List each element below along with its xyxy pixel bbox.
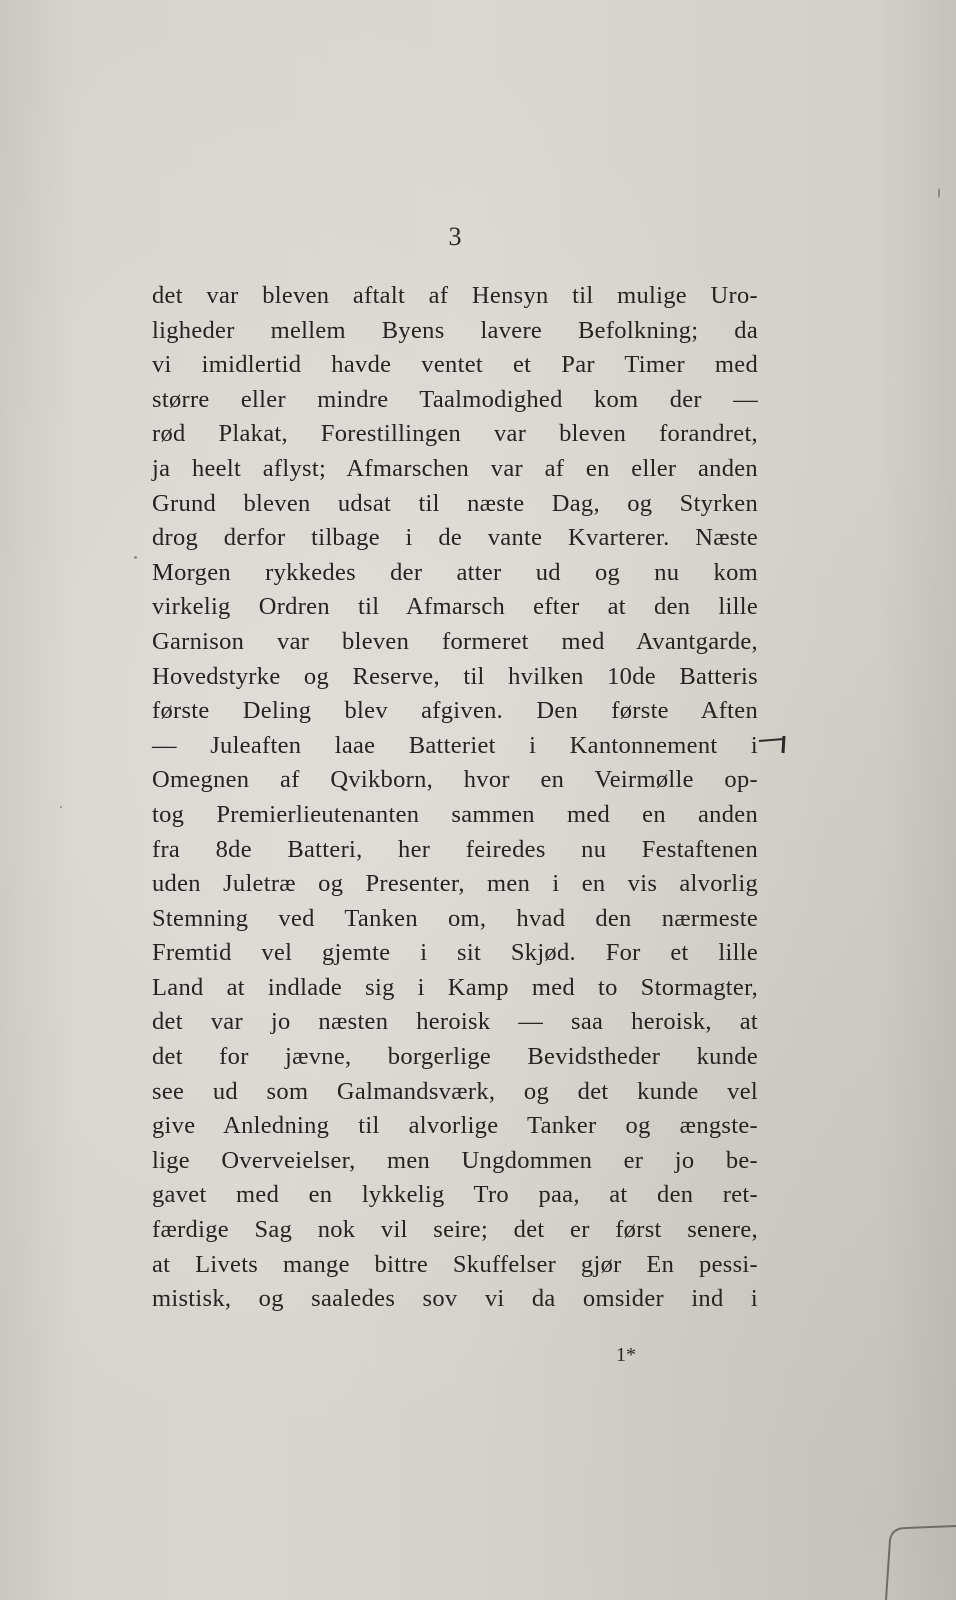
body-text [152,279,758,1317]
text-line: Garnison var bleven formeret med Avantgarde, [152,627,758,655]
text-line: give Anledning til alvorlige Tanker og ængste- [152,1112,758,1140]
page-number: 3 [448,222,462,251]
paper-speck [938,188,940,198]
text-line: virkelig Ordren til Afmarsch efter at den lille [152,593,758,621]
text-line: rød Plakat, Forestillingen var bleven forandret, [152,420,758,448]
text-line: større eller mindre Taalmodighed kom der — [152,385,758,413]
text-line: Hovedstyrke og Reserve, til hvilken 10de Batteris [152,662,758,690]
text-line: Land at indlade sig i Kamp med to Stormagter, [152,973,758,1001]
text-line: tog Premierlieutenanten sammen med en anden [152,800,758,828]
text-line: lige Overveielser, men Ungdommen er jo be- [152,1146,758,1174]
text-line: Fremtid vel gjemte i sit Skjød. For et lille [152,939,758,967]
text-line: Stemning ved Tanken om, hvad den nærmeste [152,904,758,932]
text-line: ja heelt aflyst; Afmarschen var af en eller anden [152,454,758,482]
paper-speck [60,806,62,808]
text-line: det for jævne, borgerlige Bevidstheder kunde [152,1043,758,1071]
paper-speck [134,556,137,559]
text-line: see ud som Galmandsværk, og det kunde vel [152,1077,758,1105]
text-line: det var jo næsten heroisk — saa heroisk, at [152,1008,758,1036]
text-line: — Juleaften laae Batteriet i Kantonnement i [152,731,758,759]
text-line: det var bleven aftalt af Hensyn til mulige Uro- [152,282,758,309]
page-corner-fold [866,1520,956,1600]
text-line: Morgen rykkedes der atter ud og nu kom [152,558,758,586]
text-line: fra 8de Batteri, her feiredes nu Festaftenen [152,835,758,863]
text-line: gavet med en lykkelig Tro paa, at den ret- [152,1181,758,1209]
text-line: første Deling blev afgiven. Den første Aften [152,697,758,725]
text-line: Grund bleven udsat til næste Dag, og Styrken [152,489,758,517]
text-line: uden Juletræ og Presenter, men i en vis alvorlig [152,870,758,898]
text-line: vi imidlertid havde ventet et Par Timer med [152,351,758,379]
text-line: at Livets mange bittre Skuffelser gjør En pessi- [152,1250,758,1278]
text-line: ligheder mellem Byens lavere Befolkning; da [152,316,758,344]
text-line: færdige Sag nok vil seire; det er først senere, [152,1216,758,1244]
signature-mark: 1* [616,1344,636,1366]
text-line: drog derfor tilbage i de vante Kvarterer. Næste [152,524,758,552]
text-line: Omegnen af Qvikborn, hvor en Veirmølle op- [152,766,758,794]
text-line: mistisk, og saaledes sov vi da omsider ind i [152,1285,758,1313]
pencil-margin-mark [758,735,792,755]
